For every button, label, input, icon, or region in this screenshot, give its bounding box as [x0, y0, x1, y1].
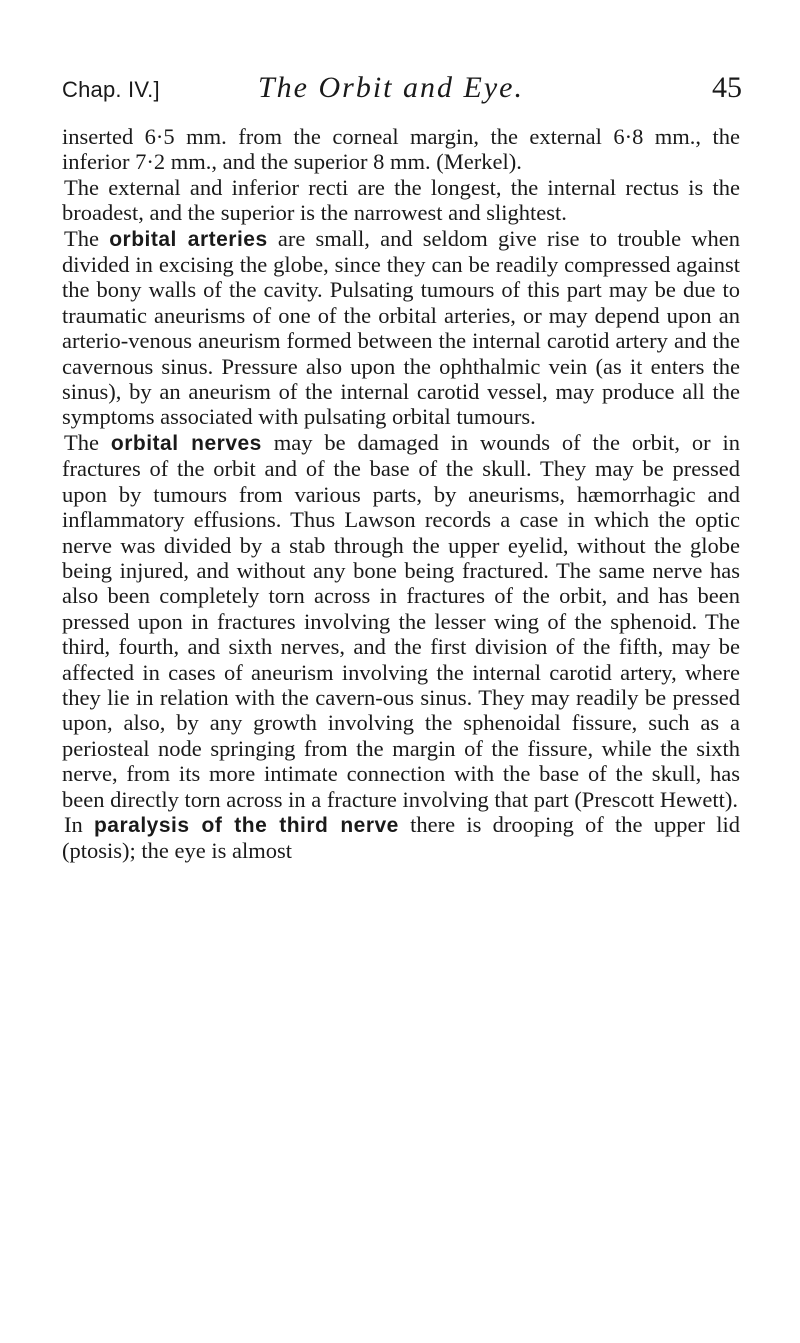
heading-orbital-arteries: orbital arteries — [109, 227, 268, 251]
heading-third-nerve-paralysis: paralysis of the third nerve — [93, 813, 399, 837]
paragraph-third-nerve-paralysis — [62, 812, 740, 864]
running-title: The Orbit and Eye. — [258, 71, 524, 104]
paragraph-muscle-insertions: inserted 6·5 mm. from the corneal margin, the external 6·8 mm., the inferior 7·2 mm., and the superior 8 mm. (Merkel). — [62, 124, 740, 175]
heading-orbital-nerves: orbital nerves — [110, 431, 262, 455]
paragraph-orbital-nerves — [62, 430, 740, 812]
body-text — [62, 124, 740, 864]
paragraph-lead: In — [64, 811, 94, 837]
paragraph-recti: The external and inferior recti are the longest, the internal rectus is the broadest, and the superior is the narrowest and slightest. — [62, 174, 740, 226]
paragraph-body: are small, and seldom give rise to trouble when divided in excising the globe, since they can be readily compressed against the bony walls of the cavity. Pulsating tumours of this part may be due to traumatic aneurisms of one of the orbital arteries, or may depend upon an arterio-venous aneurism formed between the internal carotid artery and the cavernous sinus. Pressure also upon the ophthalmic vein (as it enters the sinus), by an aneurism of the internal carotid vessel, may produce all the symptoms associated with pulsating orbital tumours. — [62, 225, 740, 430]
chapter-label: Chap. IV.] — [62, 77, 160, 102]
paragraph-body: there is drooping of the upper lid (ptosis); the eye is almost — [62, 811, 740, 864]
paragraph-lead: The — [64, 225, 110, 251]
page-number: 45 — [712, 71, 742, 104]
paragraph-lead: The — [64, 429, 111, 455]
paragraph-body: may be damaged in wounds of the orbit, or in fractures of the orbit and of the base of the skull. They may be pressed upon by tumours from various parts, by aneurisms, hæmorrhagic and inflammatory effusions. Thus Lawson records a case in which the optic nerve was divided by a stab through the upper eyelid, without the globe being injured, and without any bone being fractured. The same nerve has also been completely torn across in fractures of the orbit, and has been pressed upon in fractures involving the lesser wing of the sphenoid. The third, fourth, and sixth nerves, and the first division of the fifth, may be affected in cases of aneurism involving the internal carotid artery, where they lie in relation with the cavern-ous sinus. They may readily be pressed upon, also, by any growth involving the sphenoidal fissure, such as a periosteal node springing from the margin of the fissure, while the sixth nerve, from its more intimate connection with the base of the skull, has been directly torn across in a fracture involving that part (Prescott Hewett). — [62, 429, 740, 812]
page-header — [62, 73, 742, 113]
paragraph-orbital-arteries — [62, 226, 740, 430]
